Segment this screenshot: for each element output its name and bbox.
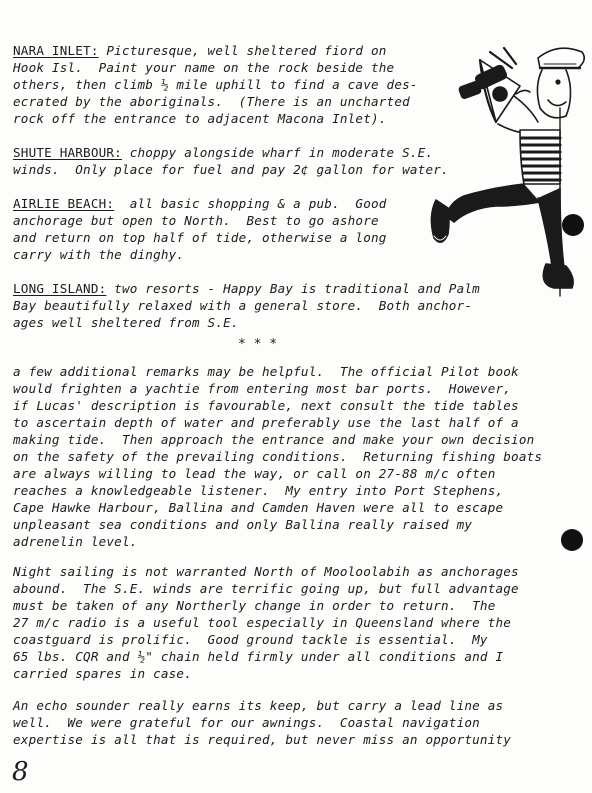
entry-label: SHUTE HARBOUR: [13, 145, 122, 160]
paragraph-line: 27 m/c radio is a useful tool especially in Queensland where the [13, 615, 512, 630]
paragraph-line: must be taken of any Northerly change in order to return. The [13, 598, 496, 613]
body-paragraph [13, 697, 511, 748]
section-separator: * * * [238, 337, 278, 352]
paragraph-line: reaches a knowledgeable listener. My entry into Port Stephens, [13, 483, 504, 498]
entry-line: rock off the entrance to adjacent Macona Inlet). [13, 111, 387, 126]
paragraph-line: coastguard is prolific. Good ground tackle is essential. My [13, 632, 488, 647]
entry-line: choppy alongside wharf in moderate S.E. [121, 145, 434, 160]
entry-line: and return on top half of tide, otherwise a long [13, 230, 387, 245]
paragraph-line: to ascertain depth of water and preferably use the last half of a [13, 415, 519, 430]
entry-line: anchorage but open to North. Best to go ashore [13, 213, 379, 228]
paragraph-line: Cape Hawke Harbour, Ballina and Camden Haven were all to escape [13, 500, 504, 515]
entry-nara-inlet [13, 42, 418, 127]
entry-shute-harbour [13, 144, 449, 178]
paragraph-line: Night sailing is not warranted North of Mooloolabih as anchorages [13, 564, 519, 579]
body-paragraph [13, 563, 519, 682]
paragraph-line: a few additional remarks may be helpful. The official Pilot book [13, 364, 519, 379]
body-paragraph [13, 363, 542, 550]
entry-line: two resorts - Happy Bay is traditional and Palm [106, 281, 480, 296]
entry-label: AIRLIE BEACH: [13, 196, 115, 211]
entry-line: Picturesque, well sheltered fiord on [98, 43, 387, 58]
entry-line: Bay beautifully relaxed with a general store. Both anchor- [13, 298, 473, 313]
paragraph-line: if Lucas' description is favourable, next consult the tide tables [13, 398, 519, 413]
punch-hole [561, 529, 583, 551]
entry-line: ecrated by the aboriginals. (There is an uncharted [13, 94, 410, 109]
sailor-cartoon-illustration [420, 38, 590, 303]
entry-airlie-beach [13, 195, 387, 263]
entry-label: LONG ISLAND: [13, 281, 107, 296]
entry-label: NARA INLET: [13, 43, 99, 58]
paragraph-line: carried spares in case. [13, 666, 192, 681]
entry-line: others, then climb ½ mile uphill to find a cave des- [13, 77, 418, 92]
paragraph-line: would frighten a yachtie from entering most bar ports. However, [13, 381, 512, 396]
paragraph-line: abound. The S.E. winds are terrific going up, but full advantage [13, 581, 519, 596]
paragraph-line: 65 lbs. CQR and ½" chain held firmly under all conditions and I [13, 649, 504, 664]
paragraph-line: are always willing to lead the way, or call on 27-88 m/c often [13, 466, 496, 481]
entry-line: carry with the dinghy. [13, 247, 185, 262]
page-number: 8 [12, 757, 29, 787]
entry-line: Hook Isl. Paint your name on the rock beside the [13, 60, 395, 75]
paragraph-line: adrenelin level. [13, 534, 138, 549]
entry-line: all basic shopping & a pub. Good [114, 196, 387, 211]
entry-line: winds. Only place for fuel and pay 2¢ gallon for water. [13, 162, 449, 177]
paragraph-line: on the safety of the prevailing conditions. Returning fishing boats [13, 449, 543, 464]
paragraph-line: making tide. Then approach the entrance and make your own decision [13, 432, 535, 447]
paragraph-line: expertise is all that is required, but never miss an opportunity [13, 732, 512, 747]
paragraph-line: An echo sounder really earns its keep, but carry a lead line as [13, 698, 504, 713]
paragraph-line: well. We were grateful for our awnings. Coastal navigation [13, 715, 480, 730]
entry-line: ages well sheltered from S.E. [13, 315, 239, 330]
entry-long-island [13, 280, 480, 331]
paragraph-line: unpleasant sea conditions and only Ballina really raised my [13, 517, 473, 532]
